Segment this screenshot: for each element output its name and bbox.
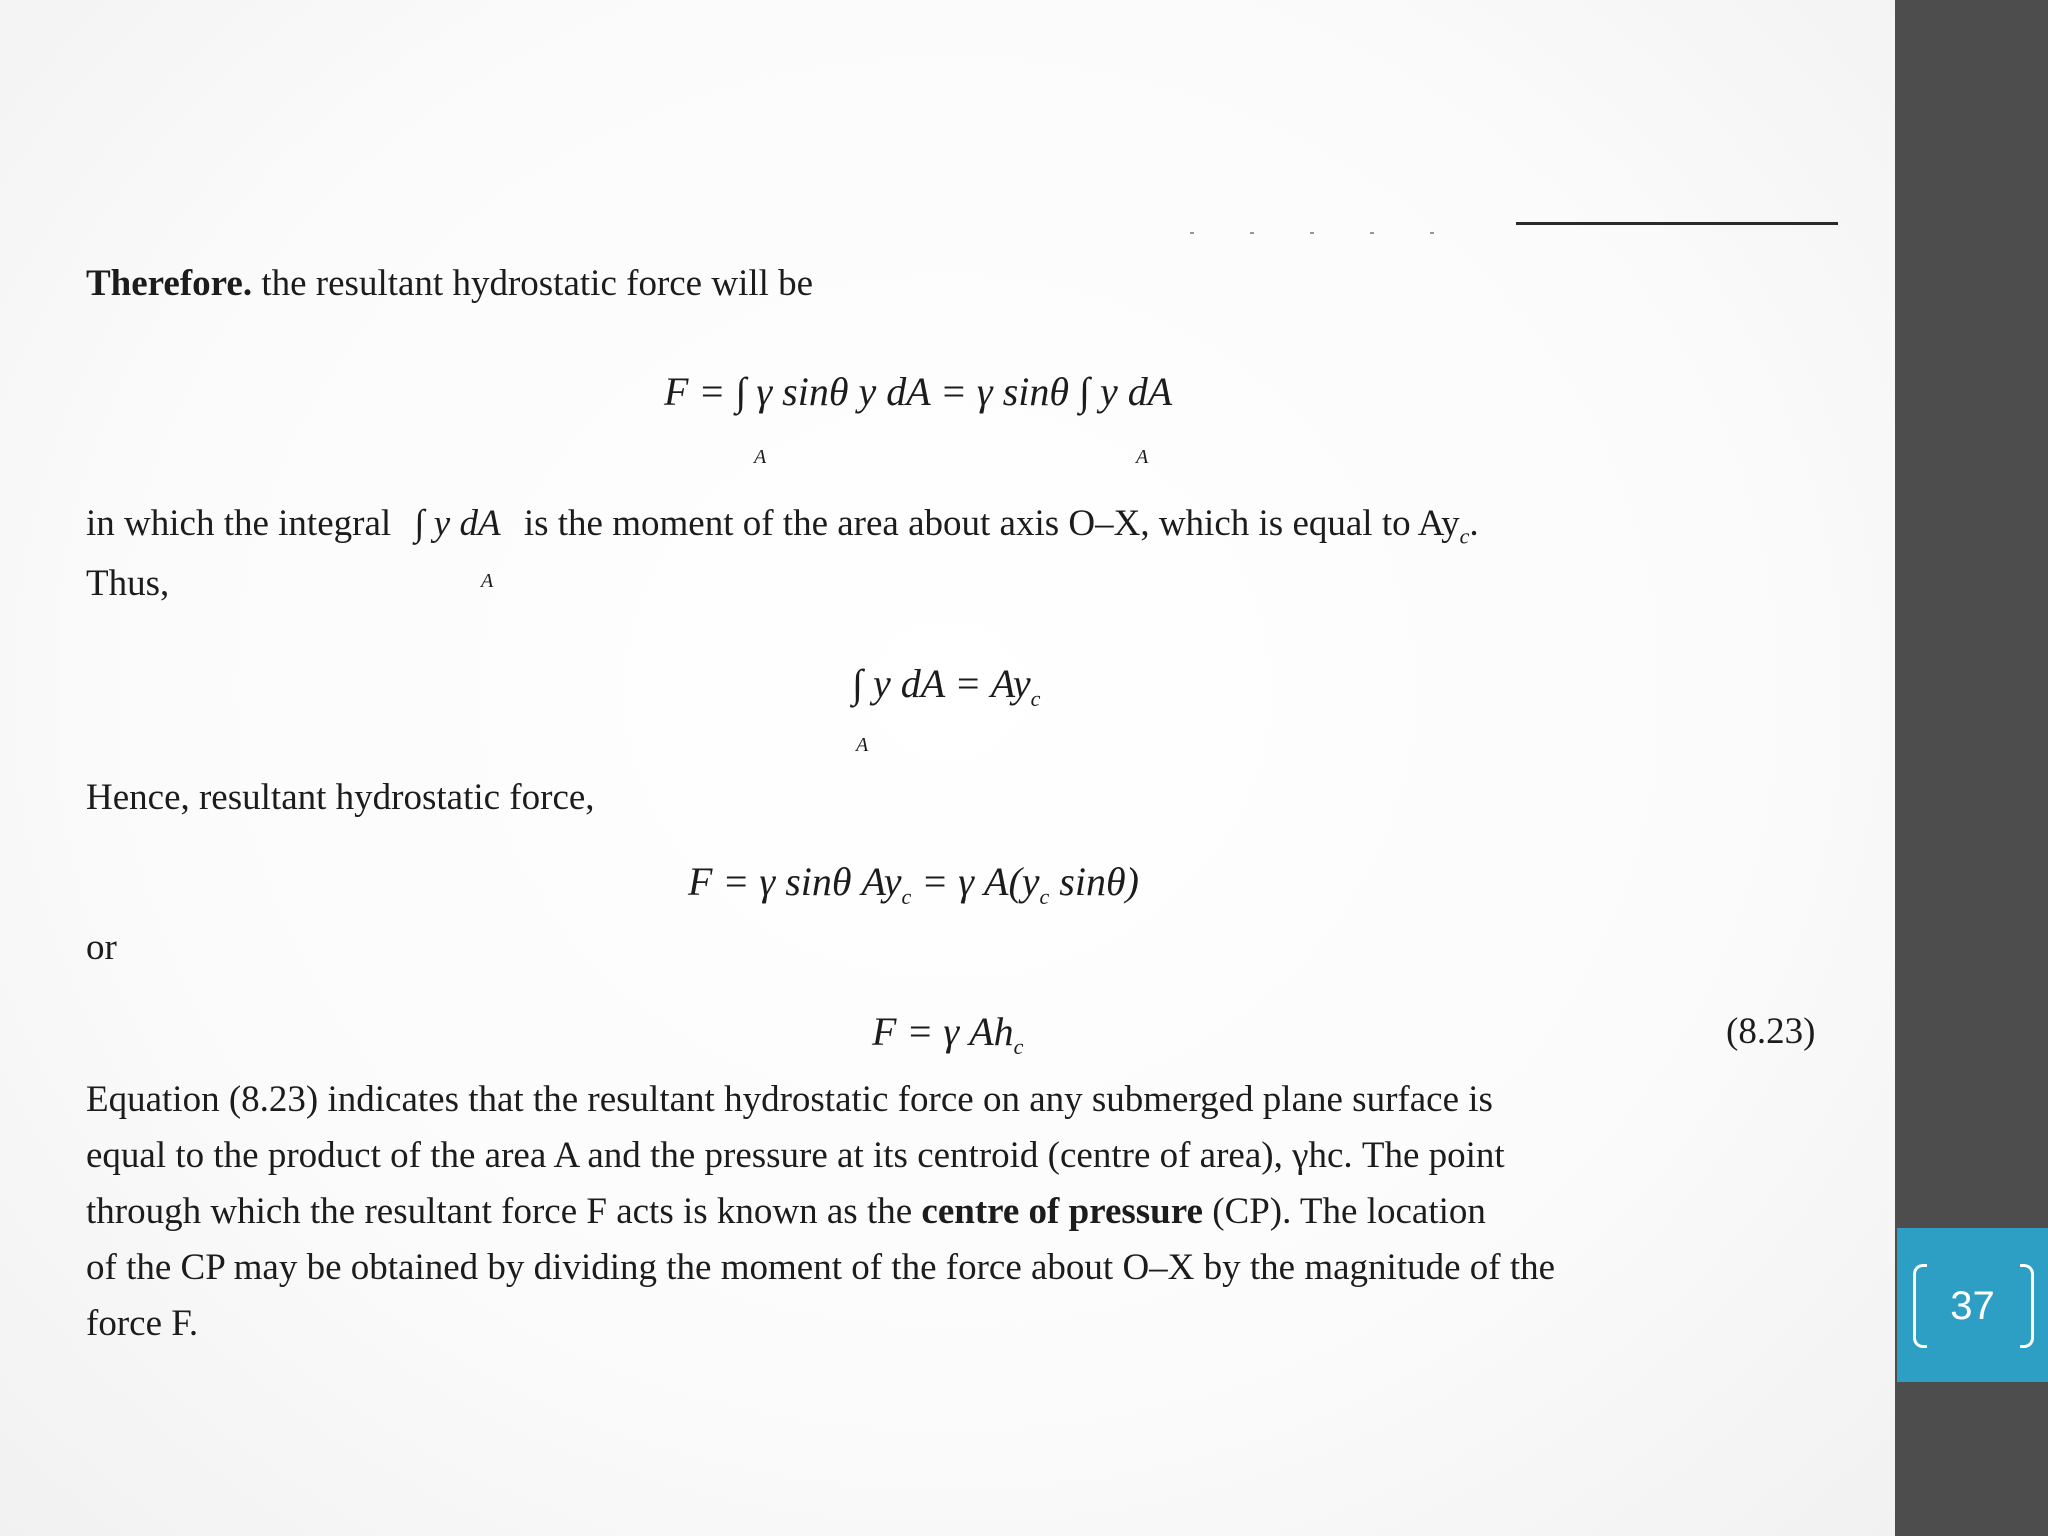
inline-integral-limit: A bbox=[481, 570, 494, 592]
right-bracket-icon bbox=[2020, 1264, 2034, 1348]
page-number-badge bbox=[1897, 1228, 2048, 1382]
equation-3-part-3: sinθ) bbox=[1049, 859, 1139, 904]
paragraph-line-3-start: through which the resultant force F acts is known as the bbox=[86, 1191, 922, 1232]
intro-line-rest: the resultant hydrostatic force will be bbox=[252, 263, 814, 304]
horizontal-rule bbox=[1516, 222, 1838, 225]
integral-description-end: . bbox=[1469, 503, 1479, 544]
centre-of-pressure-term: centre of pressure bbox=[921, 1191, 1203, 1232]
page-number: 37 bbox=[1950, 1284, 1995, 1328]
integral-description-line bbox=[86, 498, 1479, 562]
integral-description-sub: c bbox=[1459, 523, 1470, 549]
equation-3 bbox=[688, 858, 1139, 910]
paragraph-line-4: of the CP may be obtained by dividing the moment of the force about O–X by the magnitude of the bbox=[86, 1247, 1556, 1288]
equation-1-limit-2: A bbox=[1136, 446, 1149, 468]
integral-intro: in which the integral bbox=[86, 503, 392, 544]
inline-integral: ∫ y dA bbox=[414, 503, 501, 544]
thus-word: Thus, bbox=[86, 563, 170, 604]
equation-4-text: F = γ Ah bbox=[872, 1009, 1014, 1054]
equation-4-sub: c bbox=[1013, 1034, 1024, 1059]
equation-2-sub: c bbox=[1030, 686, 1041, 711]
equation-4 bbox=[872, 1008, 1023, 1060]
equation-2-text: ∫ y dA = Ay bbox=[852, 661, 1031, 706]
paragraph-line-1: Equation (8.23) indicates that the resultant hydrostatic force on any submerged plane surface is bbox=[86, 1079, 1493, 1120]
equation-3-part-1: F = γ sinθ Ay bbox=[688, 859, 902, 904]
equation-3-sub-2: c bbox=[1039, 884, 1050, 909]
equation-1-text: F = ∫ γ sinθ y dA = γ sinθ ∫ y dA bbox=[664, 369, 1173, 414]
equation-number: (8.23) bbox=[1726, 1011, 1816, 1052]
hence-line: Hence, resultant hydrostatic force, bbox=[86, 777, 595, 818]
equation-1-limit-1: A bbox=[754, 446, 767, 468]
explanation-paragraph bbox=[86, 1072, 1841, 1352]
equation-2 bbox=[852, 660, 1040, 712]
equation-3-part-2: = γ A(y bbox=[911, 859, 1040, 904]
integral-description: is the moment of the area about axis O–X, which is equal to Ay bbox=[523, 503, 1460, 544]
therefore-word: Therefore. bbox=[86, 263, 253, 304]
paragraph-line-3-end: (CP). The location bbox=[1202, 1191, 1486, 1232]
scan-noise bbox=[1190, 232, 1490, 234]
paragraph-line-3 bbox=[86, 1191, 1486, 1232]
paragraph-line-2: equal to the product of the area A and the pressure at its centroid (centre of area), γhс. The point bbox=[86, 1135, 1505, 1176]
intro-line bbox=[86, 258, 813, 310]
equation-2-limit: A bbox=[856, 734, 869, 756]
paragraph-line-5: force F. bbox=[86, 1303, 199, 1344]
equation-1 bbox=[664, 368, 1172, 415]
or-word: or bbox=[86, 927, 117, 968]
equation-3-sub-1: c bbox=[901, 884, 912, 909]
